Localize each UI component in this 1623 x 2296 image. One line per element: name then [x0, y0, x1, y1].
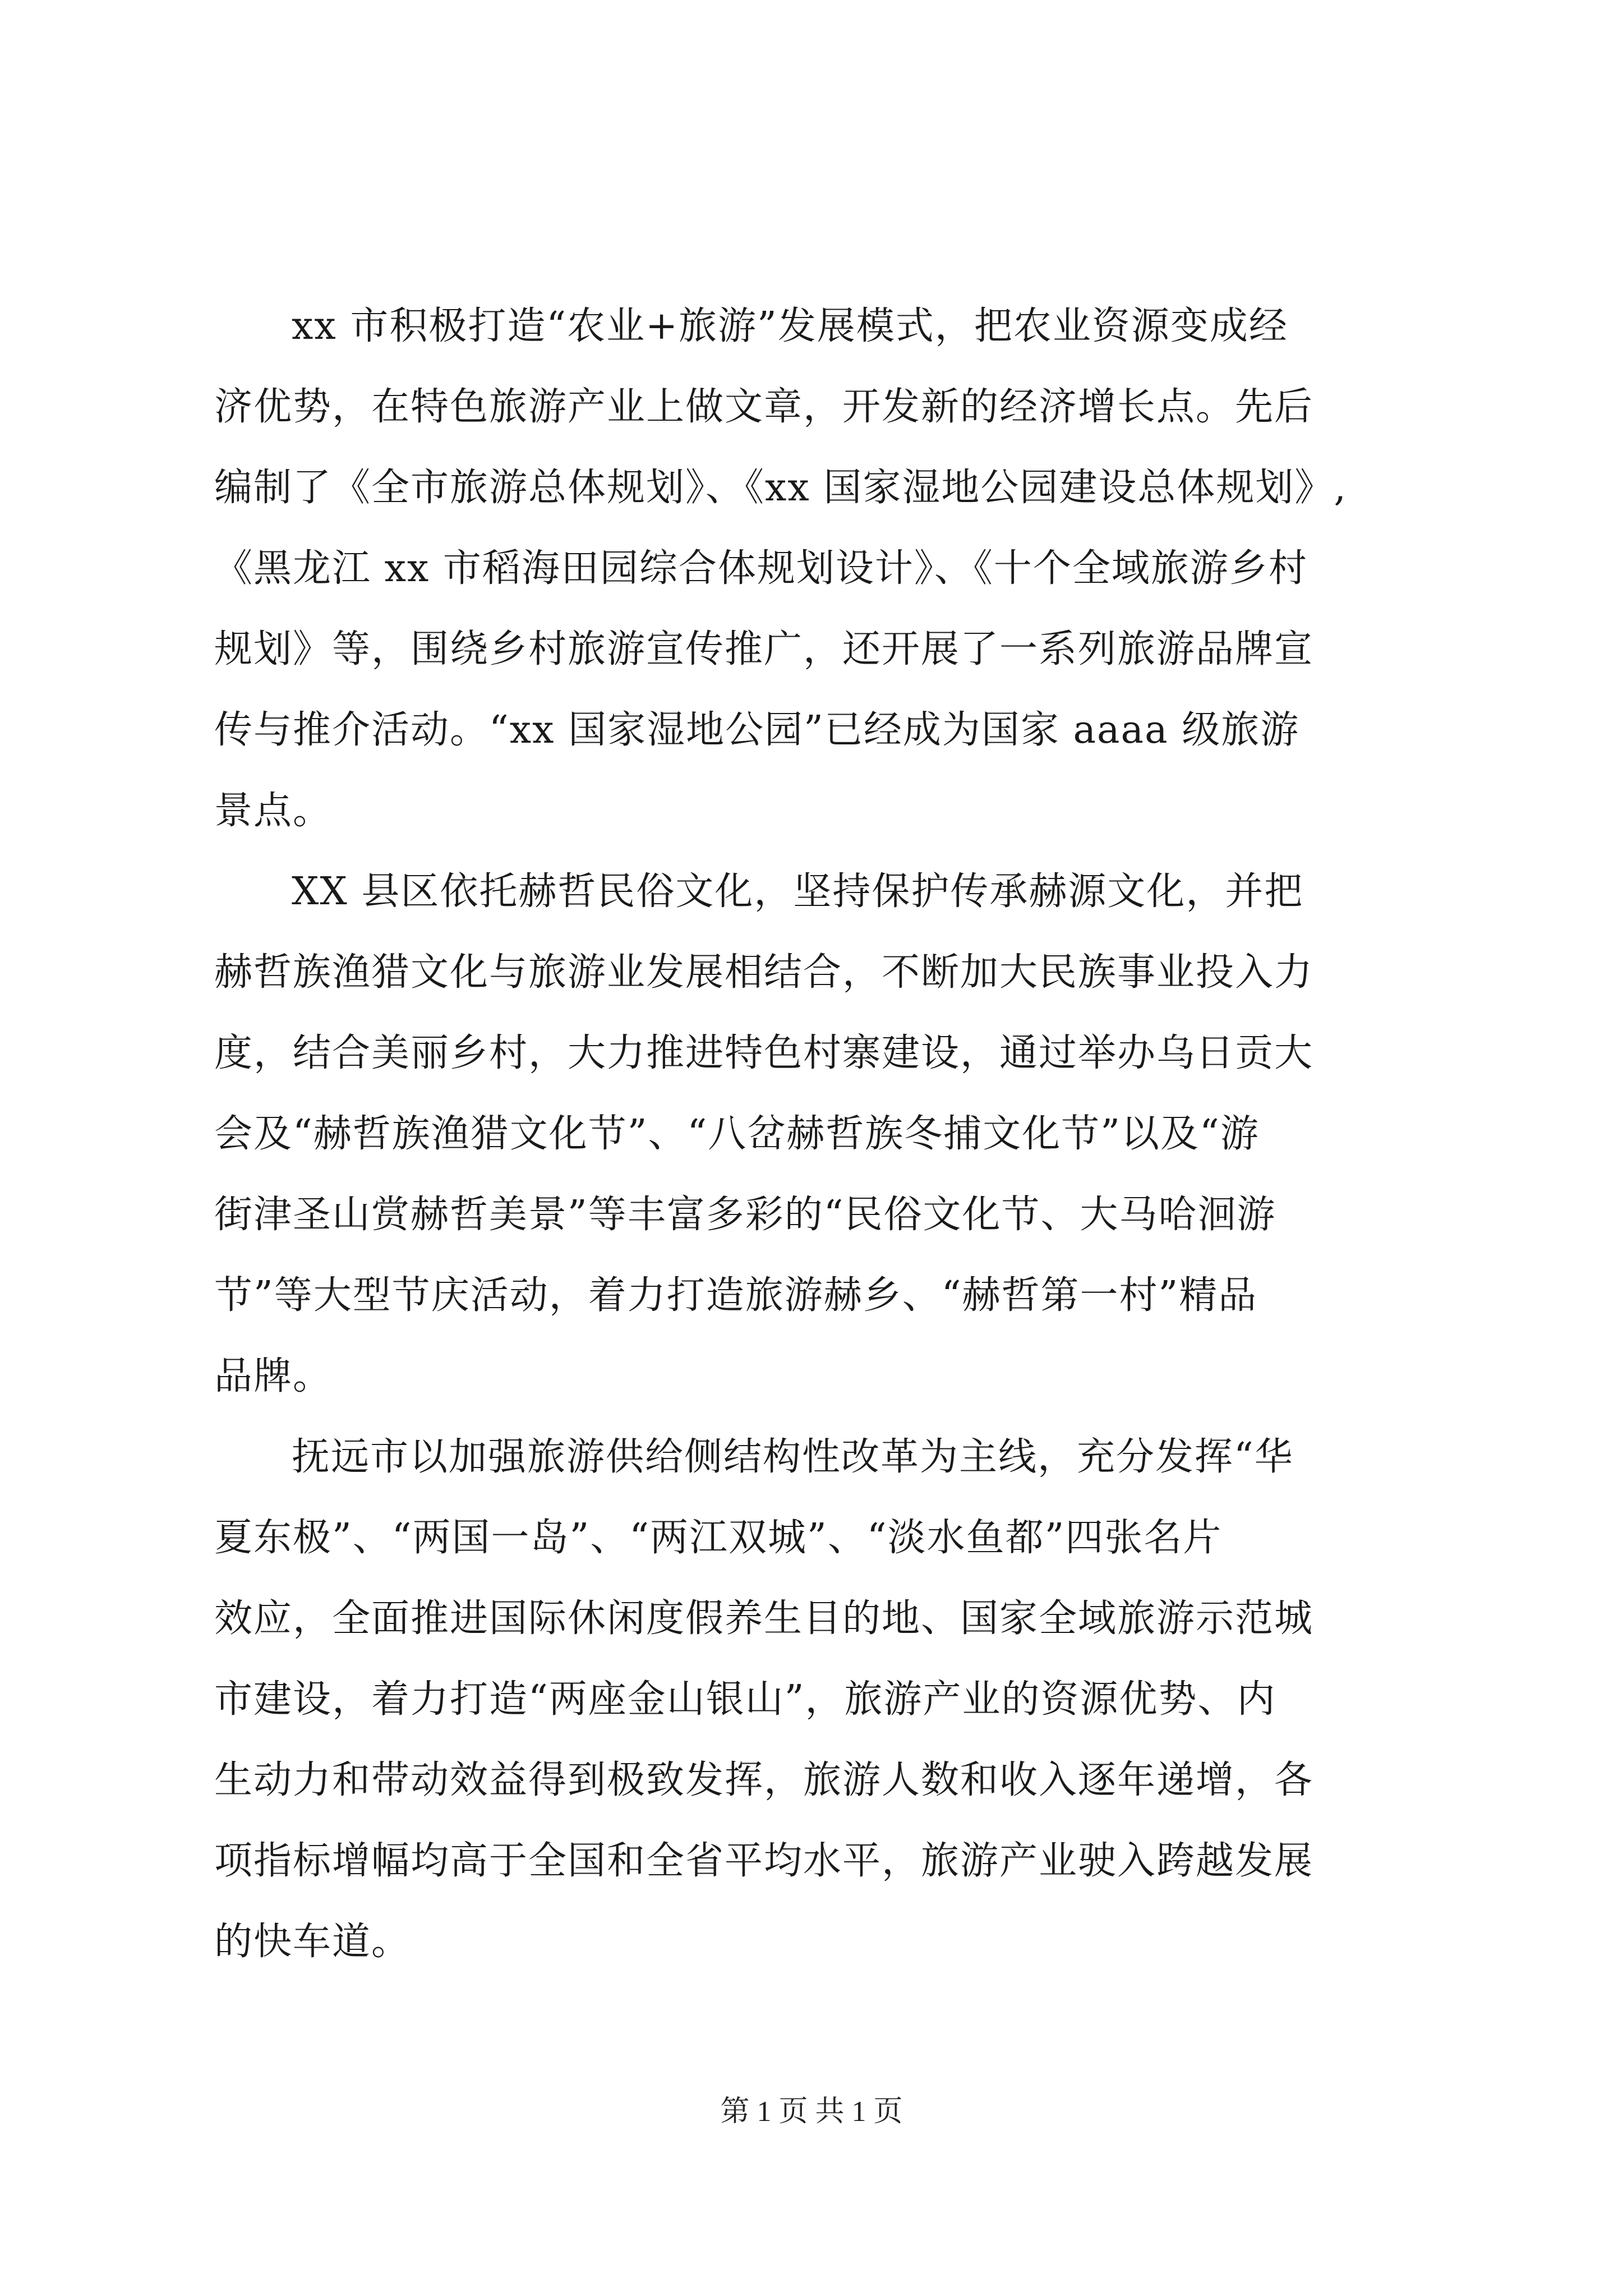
- text-line: XX 县区依托赫哲民俗文化，坚持保护传承赫源文化，并把: [292, 869, 1304, 914]
- text-line: 传与推介活动。“xx 国家湿地公园”已经成为国家 aaaa 级旅游: [214, 708, 1300, 752]
- text-line: 项指标增幅均高于全国和全省平均水平，旅游产业驶入跨越发展: [214, 1839, 1314, 1883]
- paragraph-fuyuan-tourism: [214, 1417, 1420, 1982]
- page-number-footer: 第 1 页 共 1 页: [720, 2096, 903, 2128]
- text-line: 市建设，着力打造“两座金山银山”，旅游产业的资源优势、内: [214, 1677, 1276, 1722]
- text-line: 编制了《全市旅游总体规划》、《xx 国家湿地公园建设总体规划》,: [214, 466, 1347, 510]
- text-line: 赫哲族渔猎文化与旅游业发展相结合，不断加大民族事业投入力: [214, 950, 1314, 995]
- text-line: 街津圣山赏赫哲美景”等丰富多彩的“民俗文化节、大马哈洄游: [214, 1193, 1276, 1237]
- text-line: 规划》等，围绕乡村旅游宣传推广，还开展了一系列旅游品牌宣: [214, 627, 1314, 671]
- text-line: 济优势，在特色旅游产业上做文章，开发新的经济增长点。先后: [214, 385, 1314, 429]
- document-body: [214, 286, 1420, 1982]
- text-line: 生动力和带动效益得到极致发挥，旅游人数和收入逐年递增，各: [214, 1758, 1314, 1802]
- text-line: 效应，全面推进国际休闲度假养生目的地、国家全域旅游示范城: [214, 1596, 1314, 1641]
- text-line: 《黑龙江 xx 市稻海田园综合体规划设计》、《十个全域旅游乡村: [214, 546, 1308, 591]
- paragraph-hezhe-culture: [214, 852, 1420, 1417]
- text-line: 景点。: [214, 789, 333, 833]
- text-line: 品牌。: [214, 1354, 333, 1398]
- text-line: xx 市积极打造“农业+旅游”发展模式，把农业资源变成经: [292, 304, 1288, 348]
- text-line: 度，结合美丽乡村，大力推进特色村寨建设，通过举办乌日贡大: [214, 1031, 1314, 1075]
- paragraph-agri-tourism: [214, 286, 1420, 852]
- text-line: 节”等大型节庆活动，着力打造旅游赫乡、“赫哲第一村”精品: [214, 1273, 1258, 1318]
- text-line: 会及“赫哲族渔猎文化节”、“八岔赫哲族冬捕文化节”以及“游: [214, 1112, 1260, 1156]
- text-line: 抚远市以加强旅游供给侧结构性改革为主线，充分发挥“华: [292, 1435, 1294, 1479]
- text-line: 的快车道。: [214, 1920, 411, 1964]
- text-line: 夏东极”、“两国一岛”、“两江双城”、“淡水鱼都”四张名片: [214, 1516, 1223, 1560]
